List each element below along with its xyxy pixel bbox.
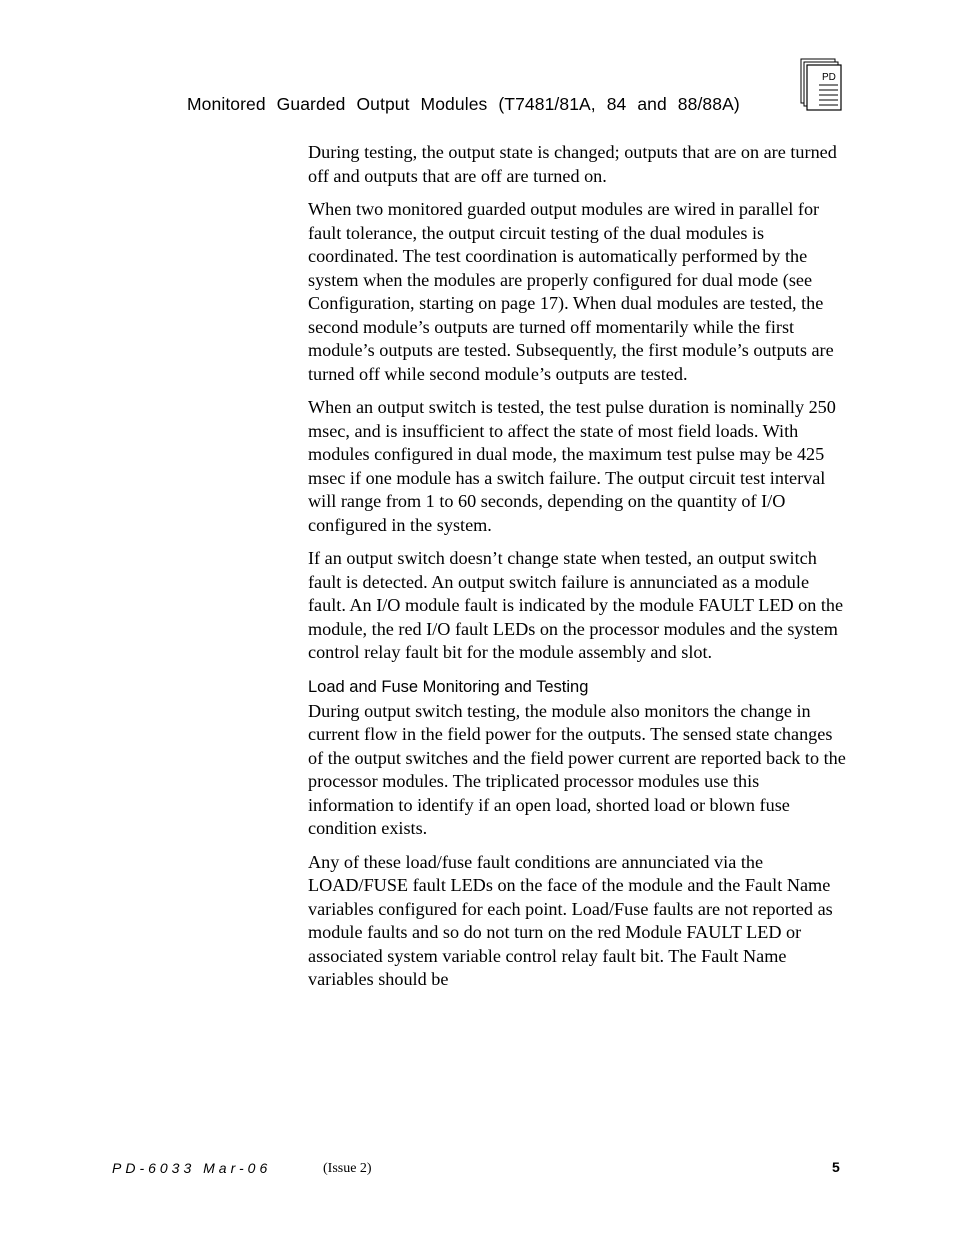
pd-logo-text: PD [822,72,836,83]
footer-issue: (Issue 2) [323,1161,372,1176]
paragraph: When two monitored guarded output modules are wired in parallel for fault tolerance, the output circuit testing of the dual modules is coordinated. The test coordination is automatically performed by the system when the modules are properly configured for dual mode (see Configuration, starting on page 17). When dual modules are tested, the second module’s outputs are turned off momentarily while the first module’s outputs are tested. Subsequently, the first module’s outputs are turned off while second module’s outputs are tested. [308,199,834,384]
pd-document-icon [800,58,842,112]
footer-page-number: 5 [832,1159,840,1175]
paragraph: Any of these load/fuse fault conditions are annunciated via the LOAD/FUSE fault LEDs on the face of the module and the Fault Name variables configured for each point. Load/Fuse faults are not reported as module faults and so do not turn on the red Module FAULT LED or associated system variable control relay fault bit. The Fault Name variables should be [308,851,833,989]
body-text [308,141,848,1002]
footer-doc-id: PD-6033 Mar-06 [112,1160,272,1176]
paragraph: During testing, the output state is changed; outputs that are on are turned off and outputs that are off are turned on. [308,142,837,186]
section-subheading: Load and Fuse Monitoring and Testing [308,677,589,696]
paragraph: When an output switch is tested, the test pulse duration is nominally 250 msec, and is insufficient to affect the state of most field loads. With modules configured in dual mode, the maximum test pulse may be 425 msec if one module has a switch failure. The output circuit test interval will range from 1 to 60 seconds, depending on the quantity of I/O configured in the system. [308,397,836,535]
paragraph: During output switch testing, the module also monitors the change in current flow in the field power for the outputs. The sensed state changes of the output switches and the field power current are reported back to the processor modules. The triplicated processor modules use this information to identify if an open load, shorted load or blown fuse condition exists. [308,700,846,838]
page-header-title: Monitored Guarded Output Modules (T7481/81A, 84 and 88/88A) [187,94,740,114]
paragraph: If an output switch doesn’t change state when tested, an output switch fault is detected. An output switch failure is annunciated as a module fault. An I/O module fault is indicated by the module FAULT LED on the module, the red I/O fault LEDs on the processor modules and the system control relay fault bit for the module assembly and slot. [308,548,844,662]
